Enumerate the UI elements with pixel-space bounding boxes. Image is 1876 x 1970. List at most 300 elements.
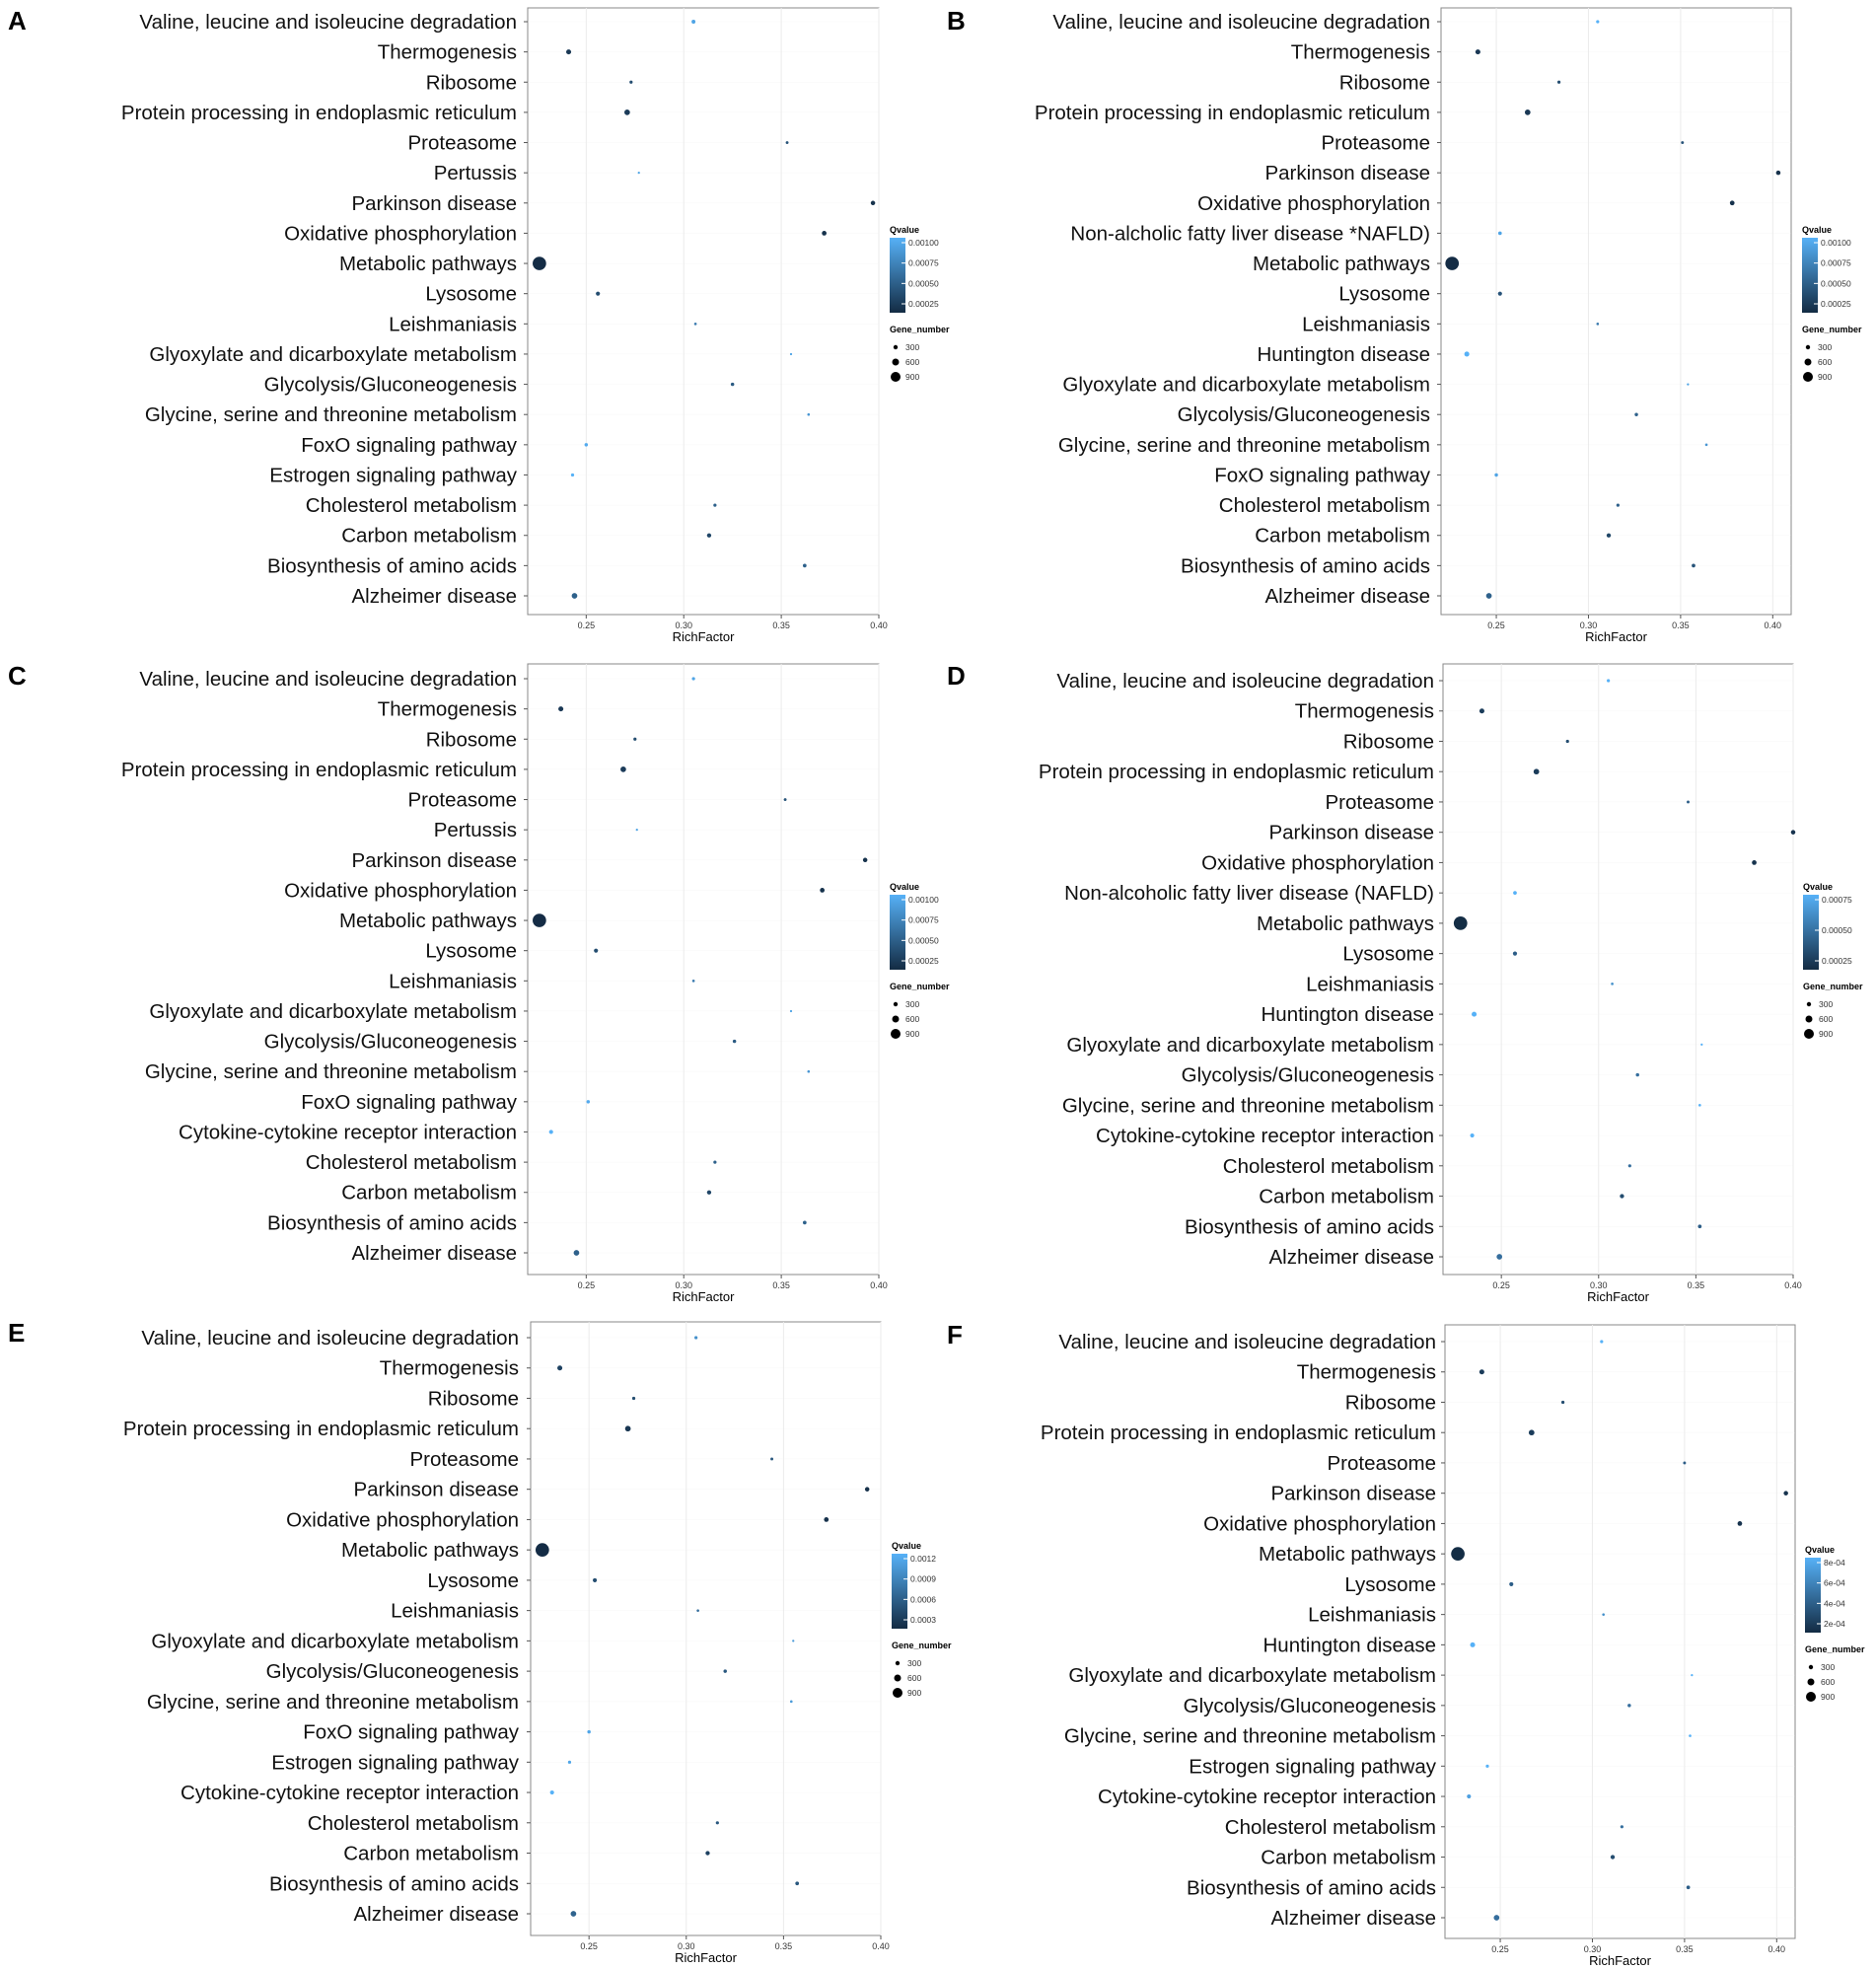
gene-size-label: 600 <box>1818 357 1833 367</box>
data-point <box>692 980 695 983</box>
data-point <box>1445 256 1459 270</box>
panel-letter: A <box>8 6 27 36</box>
pathway-label: Glycolysis/Gluconeogenesis <box>1177 403 1430 427</box>
x-tick-label: 0.40 <box>870 1280 888 1290</box>
x-tick-label: 0.25 <box>1492 1280 1510 1290</box>
qvalue-colorbar <box>1802 238 1818 313</box>
pathway-label: Biosynthesis of amino acids <box>269 1872 519 1896</box>
x-tick-label: 0.40 <box>1764 620 1782 630</box>
data-point <box>723 1669 726 1672</box>
pathway-label: Thermogenesis <box>1296 1360 1436 1384</box>
x-tick-label: 0.40 <box>872 1941 890 1951</box>
gene-size-label: 900 <box>1819 1029 1834 1039</box>
x-tick-label: 0.35 <box>774 1941 793 1951</box>
qvalue-colorbar <box>892 1554 907 1629</box>
pathway-label: Cholesterol metabolism <box>1218 494 1430 518</box>
data-point <box>1494 474 1497 476</box>
pathway-label: Protein processing in endoplasmic reticulum <box>122 1418 519 1441</box>
x-tick-label: 0.40 <box>1768 1944 1786 1954</box>
pathway-label: Cholesterol metabolism <box>305 494 517 518</box>
data-point <box>536 1543 549 1557</box>
plot-frame <box>1445 1325 1795 1938</box>
x-tick-label: 0.30 <box>1579 620 1598 630</box>
legend <box>890 882 950 1039</box>
qvalue-break-label: 0.00100 <box>1821 238 1851 248</box>
data-point <box>1687 1885 1691 1889</box>
pathway-label: Glycolysis/Gluconeogenesis <box>1181 1063 1434 1087</box>
pathway-label: Thermogenesis <box>377 697 517 721</box>
data-point <box>863 858 868 863</box>
data-point <box>566 49 571 54</box>
gene-size-label: 300 <box>905 999 920 1009</box>
data-point <box>636 829 638 831</box>
gene-size-key <box>1806 1692 1816 1702</box>
data-point <box>1607 679 1610 682</box>
pathway-label: Lysosome <box>1342 942 1434 966</box>
data-point <box>587 1730 590 1733</box>
qvalue-legend-title: Qvalue <box>890 225 920 235</box>
pathway-label: Lysosome <box>1344 1572 1436 1596</box>
pathway-label: Protein processing in endoplasmic reticulum <box>120 758 517 781</box>
qvalue-break-label: 0.00100 <box>908 238 939 248</box>
data-point <box>1486 593 1492 599</box>
pathway-label: Pertussis <box>433 162 517 185</box>
gene-size-label: 300 <box>1819 999 1834 1009</box>
gene-size-key <box>1806 1016 1813 1023</box>
x-tick-label: 0.30 <box>675 1280 692 1290</box>
qvalue-break-label: 0.00050 <box>908 278 939 289</box>
gene-size-label: 600 <box>905 357 920 367</box>
pathway-label: Cholesterol metabolism <box>1224 1815 1436 1839</box>
pathway-label: Alzheimer disease <box>351 585 517 608</box>
data-point <box>792 1640 794 1642</box>
pathway-label: Lysosome <box>425 939 517 963</box>
qvalue-break-label: 0.00075 <box>908 257 939 268</box>
data-point <box>571 474 574 476</box>
pathway-label: Metabolic pathways <box>338 253 517 276</box>
pathway-label: Glycine, serine and threonine metabolism <box>144 403 517 427</box>
pathway-label: Leishmaniasis <box>389 313 517 336</box>
x-tick-label: 0.25 <box>577 620 596 630</box>
panel-letter: F <box>947 1320 963 1350</box>
panel-c <box>8 661 950 1304</box>
pathway-label: Leishmaniasis <box>1308 1603 1436 1627</box>
qvalue-break-label: 0.00025 <box>1822 956 1852 966</box>
data-point <box>620 766 626 772</box>
data-point <box>1513 952 1517 956</box>
gene-size-key <box>1806 345 1810 349</box>
data-point <box>1529 1429 1535 1435</box>
pathway-label: Oxidative phosphorylation <box>286 1508 519 1532</box>
data-point <box>716 1821 719 1824</box>
data-point <box>1566 740 1569 743</box>
data-point <box>625 1425 631 1431</box>
data-point <box>696 1609 699 1612</box>
data-point <box>1513 891 1517 895</box>
pathway-label: Non-alcoholic fatty liver disease (NAFLD) <box>1064 882 1434 906</box>
data-point <box>713 1161 716 1164</box>
data-point <box>574 1250 580 1256</box>
data-point <box>733 1040 736 1043</box>
qvalue-colorbar <box>1805 1558 1821 1633</box>
gene-size-label: 600 <box>1821 1677 1836 1687</box>
data-point <box>557 1365 562 1370</box>
qvalue-break-label: 0.00075 <box>908 914 939 925</box>
pathway-label: Thermogenesis <box>1290 40 1430 64</box>
qvalue-break-label: 0.00075 <box>1821 257 1851 268</box>
pathway-label: Glycolysis/Gluconeogenesis <box>1183 1694 1436 1717</box>
x-tick-label: 0.35 <box>1672 620 1690 630</box>
pathway-label: Estrogen signaling pathway <box>271 1751 519 1775</box>
legend <box>892 1541 952 1698</box>
gene-size-key <box>1807 1002 1811 1006</box>
data-point <box>1705 444 1708 447</box>
data-point <box>1783 1491 1788 1496</box>
qvalue-colorbar <box>890 895 905 970</box>
data-point <box>568 1761 571 1764</box>
gene-size-label: 300 <box>905 342 920 352</box>
qvalue-break-label: 0.00050 <box>908 935 939 946</box>
gene-size-key <box>894 345 898 349</box>
data-point <box>1611 983 1614 985</box>
gene-size-key <box>893 1016 900 1023</box>
qvalue-break-label: 0.00100 <box>908 895 939 905</box>
panel-d <box>947 661 1863 1304</box>
data-point <box>1752 860 1757 865</box>
data-point <box>632 1397 635 1400</box>
pathway-label: Protein processing in endoplasmic reticulum <box>1038 761 1434 784</box>
data-point <box>594 949 598 953</box>
gene-size-key <box>895 1675 902 1682</box>
qvalue-break-label: 8e-04 <box>1824 1558 1845 1568</box>
x-axis-title: RichFactor <box>1587 1289 1649 1304</box>
pathway-label: Oxidative phosphorylation <box>1201 851 1434 875</box>
data-point <box>1700 1044 1702 1046</box>
pathway-label: Glycine, serine and threonine metabolism <box>146 1690 519 1714</box>
data-point <box>694 1336 697 1339</box>
pathway-label: Parkinson disease <box>1270 1482 1436 1505</box>
data-point <box>1627 1704 1630 1707</box>
pathway-label: Glyoxylate and dicarboxylate metabolism <box>1068 1664 1436 1688</box>
gene-size-key <box>1803 372 1813 382</box>
pathway-label: Thermogenesis <box>1294 699 1434 723</box>
data-point <box>1628 1164 1631 1167</box>
legend <box>1802 225 1862 382</box>
data-point <box>624 109 630 115</box>
data-point <box>1596 20 1599 23</box>
data-point <box>1683 1461 1686 1464</box>
x-tick-label: 0.25 <box>577 1280 596 1290</box>
data-point <box>1465 351 1470 356</box>
data-point <box>593 1578 597 1582</box>
data-point <box>1691 1674 1693 1676</box>
pathway-label: Valine, leucine and isoleucine degradation <box>139 668 517 691</box>
data-point <box>549 1130 553 1133</box>
pathway-label: Metabolic pathways <box>1258 1543 1436 1567</box>
pathway-label: Carbon metabolism <box>343 1842 519 1865</box>
data-point <box>1479 1369 1484 1374</box>
data-point <box>1635 1073 1638 1076</box>
qvalue-break-label: 0.00050 <box>1821 278 1851 289</box>
data-point <box>795 1881 799 1885</box>
data-point <box>1493 1915 1499 1921</box>
data-point <box>1730 200 1735 205</box>
pathway-label: Parkinson disease <box>1268 821 1434 844</box>
x-tick-label: 0.35 <box>1687 1280 1705 1290</box>
plot-frame <box>528 664 879 1275</box>
data-point <box>692 677 695 680</box>
gene-size-label: 600 <box>1819 1014 1834 1024</box>
pathway-label: Glycine, serine and threonine metabolism <box>1061 1094 1434 1118</box>
pathway-label: Lysosome <box>1338 282 1430 306</box>
data-point <box>1738 1521 1743 1526</box>
pathway-label: Lysosome <box>425 282 517 306</box>
pathway-label: Proteasome <box>1327 1451 1436 1475</box>
gene-size-label: 900 <box>905 1029 920 1039</box>
pathway-label: Thermogenesis <box>379 1356 519 1380</box>
qvalue-break-label: 0.00025 <box>908 956 939 966</box>
data-point <box>1621 1825 1623 1828</box>
pathway-label: Biosynthesis of amino acids <box>267 1211 517 1235</box>
gene-number-legend-title: Gene_number <box>1805 1644 1865 1654</box>
pathway-label: Pertussis <box>433 819 517 842</box>
data-point <box>1611 1855 1615 1859</box>
gene-number-legend-title: Gene_number <box>1802 325 1862 334</box>
x-tick-label: 0.30 <box>1583 1944 1602 1954</box>
pathway-label: Glyoxylate and dicarboxylate metabolism <box>1066 1033 1434 1057</box>
data-point <box>1498 292 1502 296</box>
pathway-label: Glycine, serine and threonine metabolism <box>1063 1724 1436 1748</box>
data-point <box>1561 1401 1564 1404</box>
pathway-label: Proteasome <box>1321 131 1430 155</box>
x-axis-title: RichFactor <box>672 1289 735 1304</box>
data-point <box>707 534 711 538</box>
pathway-label: Cytokine-cytokine receptor interaction <box>1096 1125 1434 1148</box>
panel-letter: B <box>947 6 966 36</box>
gene-number-legend-title: Gene_number <box>1803 982 1863 991</box>
pathway-label: Alzheimer disease <box>1264 585 1430 608</box>
gene-size-key <box>1808 1679 1815 1686</box>
data-point <box>1557 81 1560 84</box>
x-axis-title: RichFactor <box>1589 1953 1651 1968</box>
gene-size-key <box>894 1002 898 1006</box>
qvalue-break-label: 0.0012 <box>910 1554 936 1564</box>
pathway-label: Oxidative phosphorylation <box>284 879 517 903</box>
data-point <box>807 413 810 416</box>
data-point <box>1620 1194 1623 1198</box>
plot-frame <box>531 1322 881 1935</box>
pathway-label: Alzheimer disease <box>1268 1246 1434 1269</box>
pathway-label: Valine, leucine and isoleucine degradation <box>1052 11 1430 34</box>
pathway-label: Valine, leucine and isoleucine degradation <box>1056 670 1434 693</box>
data-point <box>572 593 578 599</box>
x-tick-label: 0.40 <box>1784 1280 1802 1290</box>
gene-number-legend-title: Gene_number <box>890 982 950 991</box>
pathway-label: Parkinson disease <box>351 848 517 872</box>
data-point <box>1600 1340 1603 1343</box>
pathway-label: Ribosome <box>427 1387 519 1411</box>
gene-size-key <box>891 372 901 382</box>
qvalue-colorbar <box>1803 895 1819 970</box>
gene-size-key <box>1805 359 1812 366</box>
data-point <box>713 504 716 507</box>
data-point <box>533 256 546 270</box>
data-point <box>822 231 827 236</box>
pathway-label: Ribosome <box>1338 71 1430 95</box>
data-point <box>1454 916 1468 930</box>
data-point <box>1498 232 1502 236</box>
pathway-label: Glycolysis/Gluconeogenesis <box>263 373 517 397</box>
data-point <box>705 1851 709 1855</box>
gene-size-label: 600 <box>907 1673 922 1683</box>
pathway-label: Ribosome <box>1344 1391 1436 1415</box>
pathway-label: Parkinson disease <box>1264 162 1430 185</box>
pathway-label: Proteasome <box>409 1447 519 1471</box>
pathway-label: Alzheimer disease <box>353 1903 519 1926</box>
x-tick-label: 0.25 <box>1487 620 1505 630</box>
pathway-label: Valine, leucine and isoleucine degradation <box>1058 1331 1436 1353</box>
pathway-label: Glyoxylate and dicarboxylate metabolism <box>1062 373 1430 397</box>
data-point <box>571 1911 577 1917</box>
pathway-label: Proteasome <box>1325 790 1434 814</box>
pathway-label: Huntington disease <box>1261 1003 1434 1027</box>
data-point <box>1776 171 1781 176</box>
qvalue-break-label: 0.00025 <box>1821 299 1851 309</box>
data-point <box>1697 1224 1701 1228</box>
qvalue-break-label: 0.00075 <box>1822 895 1852 905</box>
data-point <box>1791 830 1796 835</box>
data-point <box>1687 800 1690 803</box>
pathway-label: Biosynthesis of amino acids <box>1181 554 1430 578</box>
data-point <box>1470 1642 1475 1647</box>
data-point <box>558 706 563 711</box>
pathway-label: Ribosome <box>425 728 517 752</box>
panel-letter: D <box>947 661 966 691</box>
pathway-label: Cytokine-cytokine receptor interaction <box>179 1121 517 1144</box>
pathway-label: Glyoxylate and dicarboxylate metabolism <box>149 999 517 1023</box>
data-point <box>803 1221 807 1225</box>
x-tick-label: 0.30 <box>1590 1280 1608 1290</box>
x-tick-label: 0.30 <box>675 620 692 630</box>
pathway-label: Carbon metabolism <box>1259 1185 1434 1208</box>
gene-size-key <box>1809 1665 1813 1669</box>
legend <box>1803 882 1863 1039</box>
plot-frame <box>1441 8 1791 615</box>
data-point <box>1698 1104 1701 1107</box>
gene-size-label: 300 <box>1818 342 1833 352</box>
pathway-label: Ribosome <box>425 71 517 95</box>
pathway-label: Cytokine-cytokine receptor interaction <box>180 1782 519 1805</box>
pathway-label: Glyoxylate and dicarboxylate metabolism <box>149 342 517 366</box>
qvalue-break-label: 0.0003 <box>910 1615 936 1625</box>
data-point <box>784 798 787 801</box>
qvalue-break-label: 0.0006 <box>910 1594 936 1605</box>
pathway-label: Cytokine-cytokine receptor interaction <box>1098 1786 1436 1809</box>
x-tick-label: 0.25 <box>580 1941 598 1951</box>
pathway-label: Protein processing in endoplasmic reticulum <box>1034 101 1430 124</box>
gene-size-label: 600 <box>905 1014 920 1024</box>
data-point <box>1607 534 1611 538</box>
pathway-label: Ribosome <box>1342 730 1434 754</box>
x-tick-label: 0.35 <box>772 620 790 630</box>
pathway-label: Carbon metabolism <box>1255 524 1430 547</box>
pathway-label: Alzheimer disease <box>351 1242 517 1265</box>
data-point <box>786 141 789 144</box>
x-tick-label: 0.40 <box>870 620 888 630</box>
pathway-label: Lysosome <box>427 1569 519 1592</box>
legend <box>890 225 950 382</box>
pathway-label: Carbon metabolism <box>341 1181 517 1204</box>
pathway-label: Parkinson disease <box>353 1478 519 1501</box>
pathway-label: Glycolysis/Gluconeogenesis <box>263 1030 517 1054</box>
pathway-label: Leishmaniasis <box>1302 313 1430 336</box>
data-point <box>1496 1254 1502 1260</box>
gene-size-label: 300 <box>1821 1662 1836 1672</box>
panel-b <box>947 6 1862 644</box>
panel-f <box>947 1320 1865 1968</box>
pathway-label: Biosynthesis of amino acids <box>1187 1876 1436 1900</box>
pathway-label: Glycolysis/Gluconeogenesis <box>265 1660 519 1684</box>
gene-size-key <box>1804 1029 1814 1039</box>
x-axis-title: RichFactor <box>675 1950 737 1965</box>
pathway-label: Oxidative phosphorylation <box>1197 191 1430 215</box>
pathway-label: Protein processing in endoplasmic reticulum <box>1040 1422 1436 1445</box>
gene-number-legend-title: Gene_number <box>892 1641 952 1650</box>
data-point <box>1525 109 1531 115</box>
data-point <box>587 1100 590 1103</box>
qvalue-break-label: 0.00025 <box>908 299 939 309</box>
pathway-label: Leishmaniasis <box>389 970 517 993</box>
data-point <box>1634 412 1637 415</box>
gene-size-label: 900 <box>907 1688 922 1698</box>
x-tick-label: 0.35 <box>772 1280 790 1290</box>
pathway-label: Proteasome <box>407 788 517 812</box>
pathway-label: Metabolic pathways <box>1252 253 1430 276</box>
pathway-label: Carbon metabolism <box>1261 1846 1436 1869</box>
data-point <box>1534 768 1540 774</box>
pathway-label: Proteasome <box>407 131 517 155</box>
qvalue-break-label: 4e-04 <box>1824 1598 1845 1609</box>
data-point <box>1689 1734 1692 1737</box>
x-tick-label: 0.35 <box>1676 1944 1694 1954</box>
plot-frame <box>528 8 879 615</box>
data-point <box>629 81 632 84</box>
gene-size-key <box>896 1661 900 1665</box>
gene-number-legend-title: Gene_number <box>890 325 950 334</box>
pathway-label: Metabolic pathways <box>1256 912 1434 935</box>
pathway-label: Leishmaniasis <box>1306 973 1434 996</box>
panel-letter: E <box>8 1318 26 1348</box>
x-axis-title: RichFactor <box>672 629 735 644</box>
pathway-label: Huntington disease <box>1257 342 1430 366</box>
qvalue-break-label: 2e-04 <box>1824 1619 1845 1629</box>
data-point <box>820 888 825 893</box>
data-point <box>1451 1547 1465 1561</box>
pathway-label: Carbon metabolism <box>341 524 517 547</box>
x-tick-label: 0.25 <box>1491 1944 1509 1954</box>
pathway-label: Thermogenesis <box>377 40 517 64</box>
qvalue-legend-title: Qvalue <box>890 882 920 892</box>
pathway-label: FoxO signaling pathway <box>1214 464 1430 487</box>
data-point <box>1472 1012 1477 1017</box>
data-point <box>1681 141 1684 144</box>
gene-size-label: 900 <box>1821 1692 1836 1702</box>
pathway-label: Estrogen signaling pathway <box>1189 1755 1436 1779</box>
pathway-label: Oxidative phosphorylation <box>1203 1512 1436 1536</box>
data-point <box>1602 1613 1605 1616</box>
data-point <box>638 172 640 174</box>
data-point <box>824 1517 829 1522</box>
